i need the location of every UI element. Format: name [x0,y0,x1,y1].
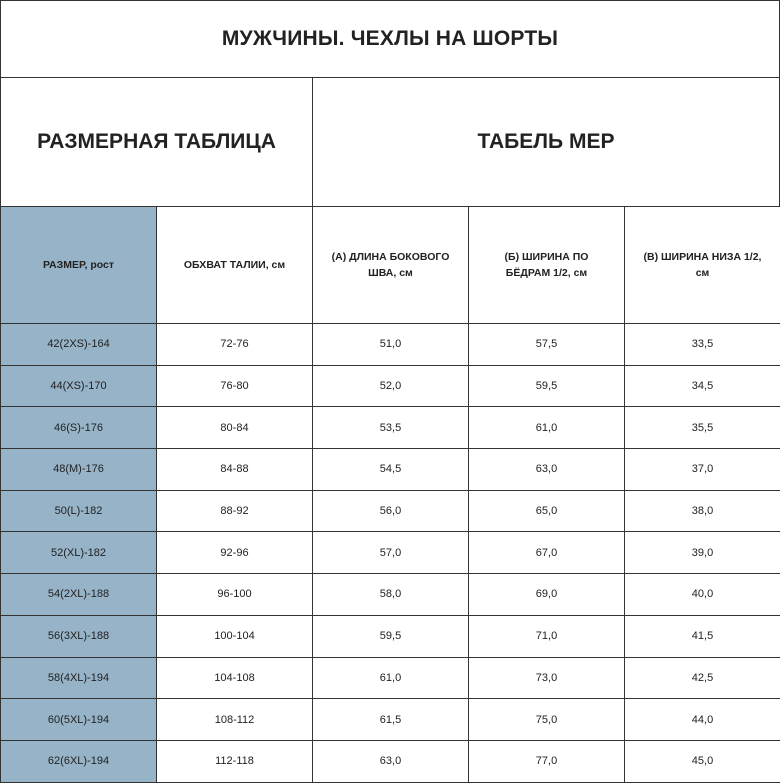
cell-size: 60(5XL)-194 [1,699,157,741]
cell-side-seam: 52,0 [313,365,469,407]
cell-bottom-width: 40,0 [625,574,780,616]
cell-side-seam: 57,0 [313,532,469,574]
cell-waist: 88-92 [157,490,313,532]
cell-hip-width: 61,0 [469,407,625,449]
cell-side-seam: 59,5 [313,615,469,657]
cell-hip-width: 67,0 [469,532,625,574]
cell-bottom-width: 41,5 [625,615,780,657]
cell-hip-width: 71,0 [469,615,625,657]
cell-size: 62(6XL)-194 [1,740,157,782]
cell-waist: 108-112 [157,699,313,741]
cell-side-seam: 54,5 [313,449,469,491]
cell-bottom-width: 35,5 [625,407,780,449]
cell-waist: 92-96 [157,532,313,574]
cell-side-seam: 53,5 [313,407,469,449]
cell-bottom-width: 37,0 [625,449,780,491]
table-row [1,407,780,449]
cell-hip-width: 77,0 [469,740,625,782]
cell-side-seam: 61,0 [313,657,469,699]
cell-size: 46(S)-176 [1,407,157,449]
cell-bottom-width: 42,5 [625,657,780,699]
cell-size: 44(XS)-170 [1,365,157,407]
table-row [1,615,780,657]
page-title: МУЖЧИНЫ. ЧЕХЛЫ НА ШОРТЫ [0,0,780,78]
table-row [1,699,780,741]
cell-bottom-width: 33,5 [625,324,780,366]
size-table [0,206,780,783]
cell-bottom-width: 45,0 [625,740,780,782]
cell-size: 56(3XL)-188 [1,615,157,657]
header-waist: ОБХВАТ ТАЛИИ, см [157,207,313,324]
cell-waist: 100-104 [157,615,313,657]
cell-hip-width: 73,0 [469,657,625,699]
cell-side-seam: 58,0 [313,574,469,616]
section-title-measurements: ТАБЕЛЬ МЕР [312,77,780,207]
cell-bottom-width: 44,0 [625,699,780,741]
cell-hip-width: 69,0 [469,574,625,616]
cell-side-seam: 63,0 [313,740,469,782]
table-header-row [1,207,780,324]
cell-waist: 96-100 [157,574,313,616]
table-row [1,657,780,699]
table-row [1,449,780,491]
cell-side-seam: 61,5 [313,699,469,741]
table-row [1,532,780,574]
header-bottom-width: (В) ШИРИНА НИЗА 1/2, см [625,207,780,324]
cell-hip-width: 63,0 [469,449,625,491]
table-row [1,574,780,616]
cell-waist: 84-88 [157,449,313,491]
header-side-seam-length: (А) ДЛИНА БОКОВОГО ШВА, см [313,207,469,324]
cell-waist: 72-76 [157,324,313,366]
table-row [1,740,780,782]
cell-bottom-width: 39,0 [625,532,780,574]
cell-waist: 76-80 [157,365,313,407]
cell-size: 48(M)-176 [1,449,157,491]
cell-hip-width: 57,5 [469,324,625,366]
table-row [1,365,780,407]
cell-hip-width: 75,0 [469,699,625,741]
cell-bottom-width: 38,0 [625,490,780,532]
cell-size: 50(L)-182 [1,490,157,532]
cell-side-seam: 51,0 [313,324,469,366]
cell-side-seam: 56,0 [313,490,469,532]
section-title-size-table: РАЗМЕРНАЯ ТАБЛИЦА [0,77,313,207]
cell-waist: 112-118 [157,740,313,782]
table-row [1,490,780,532]
table-row [1,324,780,366]
cell-waist: 104-108 [157,657,313,699]
cell-size: 58(4XL)-194 [1,657,157,699]
cell-hip-width: 65,0 [469,490,625,532]
header-size: РАЗМЕР, рост [1,207,157,324]
cell-hip-width: 59,5 [469,365,625,407]
cell-size: 54(2XL)-188 [1,574,157,616]
cell-waist: 80-84 [157,407,313,449]
cell-size: 42(2XS)-164 [1,324,157,366]
cell-bottom-width: 34,5 [625,365,780,407]
cell-size: 52(XL)-182 [1,532,157,574]
header-hip-width: (Б) ШИРИНА ПО БЁДРАМ 1/2, см [469,207,625,324]
